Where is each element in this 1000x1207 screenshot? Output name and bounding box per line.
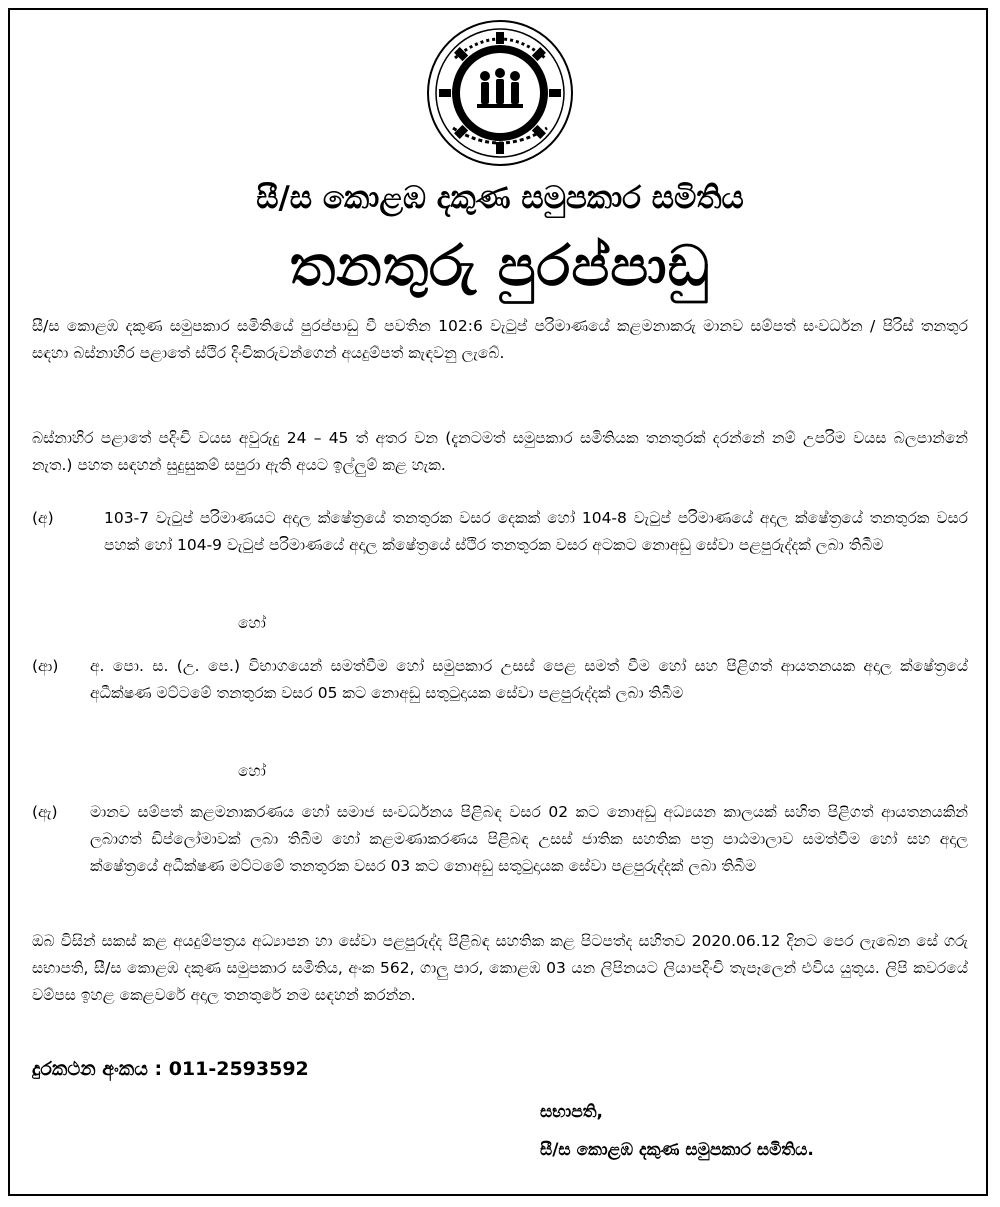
society-logo <box>425 18 575 168</box>
signatory-title: සභාපති, <box>540 1102 603 1122</box>
signatory-organization: සී/ස කොළඹ දකුණ සමුපකාර සමිතිය. <box>540 1140 814 1160</box>
item-text: 103-7 වැටුප් පරිමාණයට අදාල ක්ෂේත්‍රයේ තනතුරක වසර දෙකක් හෝ 104-8 වැටුප් පරිමාණයේ අදාල ක්ෂේත්‍රයේ තනතුරක වසර පහක් හෝ 104-9 වැටුප් පරිමාණයේ අදාල ක්ෂේත්‍රයේ ස්ථිර තනතුරක වසර අටකට නොඅඩු සේවා පළපුරුද්දක් ලබා තිබීම <box>104 509 968 554</box>
item-text: මානව සම්පත් කළමනාකරණය හෝ සමාජ සංවර්ධනය පිළිබඳ වසර 02 කට නොඅඩු අධ්‍යයන කාලයක් සහිත පිළිගත් ආයතනයකින් ලබාගත් ඩිප්ලෝමාවක් ලබා තිබීම හෝ කළමණාකරණය පිළිබඳ උසස් ජාතික සහතික පත්‍ර පාඨමාලාව සමත්වීම හෝ සහ අදාල ක්ෂේත්‍රයේ අධීක්ෂණ මට්ටමේ තනතුරක වසර 03 කට නොඅඩු සතුටුදායක සේවා පළපුරුද්දක් ලබා තිබීම <box>90 803 968 875</box>
application-instructions: ඔබ විසින් සකස් කළ අයදුම්පත්‍රය අධ්‍යාපන හා සේවා පළපුරුද්ද පිළිබඳ සහතික කළ පිටපත්ද සහිතව 2020.06.12 දිනට පෙර ලැබෙන සේ ගරු සභාපති, සී/ස කොළඹ දකුණ සමුපකාර සමිතිය, අංක 562, ගාලු පාර, කොළඹ 03 යන ලිපිනයට ලියාපදිංචි තැපෑලෙන් එවිය යුතුය. ලිපි කවරයේ වම්පස ඉහළ කෙළවරේ අදාල තනතුරේ නම සඳහන් කරන්න. <box>32 932 968 1004</box>
notice-headline: තනතුරු පුරප්පාඩු <box>289 234 711 299</box>
item-marker: (ඇ) <box>32 803 58 821</box>
phone-number: දුරකථන අංකය : 011-2593592 <box>32 1058 309 1080</box>
organization-name: සී/ස කොළඹ දකුණ සමුපකාර සමිතිය <box>256 180 744 216</box>
or-separator: හෝ <box>238 762 266 780</box>
intro-paragraph: සී/ස කොළඹ දකුණ සමුපකාර සමිතියේ පුරප්පාඩු වී පවතින 102:6 වැටුප් පරිමාණයේ කළමනාකරු මානව සම්පත් සංවර්ධන / පිරිස් තනතුර සඳහා බස්නාහිර පළාතේ ස්ථිර දිංචිකරුවන්ගෙන් අයදුම්පත් කැඳවනු ලැබේ. <box>32 317 968 362</box>
item-marker: (ආ) <box>32 657 59 675</box>
eligibility-paragraph: බස්නාහිර පළාතේ පදිංචි වයස අවුරුදු 24 – 45 ත් අතර වන (දැනටමත් සමුපකාර සමිතියක තනතුරක් දරන්නේ නම් උපරිම වයස බලපාන්නේ නැත.) පහත සඳහන් සුදුසුකම් සපුරා ඇති අයට ඉල්ලුම් කළ හැක. <box>32 429 968 474</box>
item-marker: (අ) <box>32 509 54 527</box>
item-text: අ. පො. ස. (උ. පෙ.) විභාගයෙන් සමත්වීම හෝ සමුපකාර උසස් පෙළ සමත් වීම හෝ සහ පිළිගත් ආයතනයක අදාල ක්ෂේත්‍රයේ අධීක්ෂණ මට්ටමේ තනතුරක වසර 05 කට නොඅඩු සතුටුදායක සේවා පළපුරුද්දක් ලබා තිබීම <box>90 657 968 702</box>
or-separator: හෝ <box>238 614 266 632</box>
